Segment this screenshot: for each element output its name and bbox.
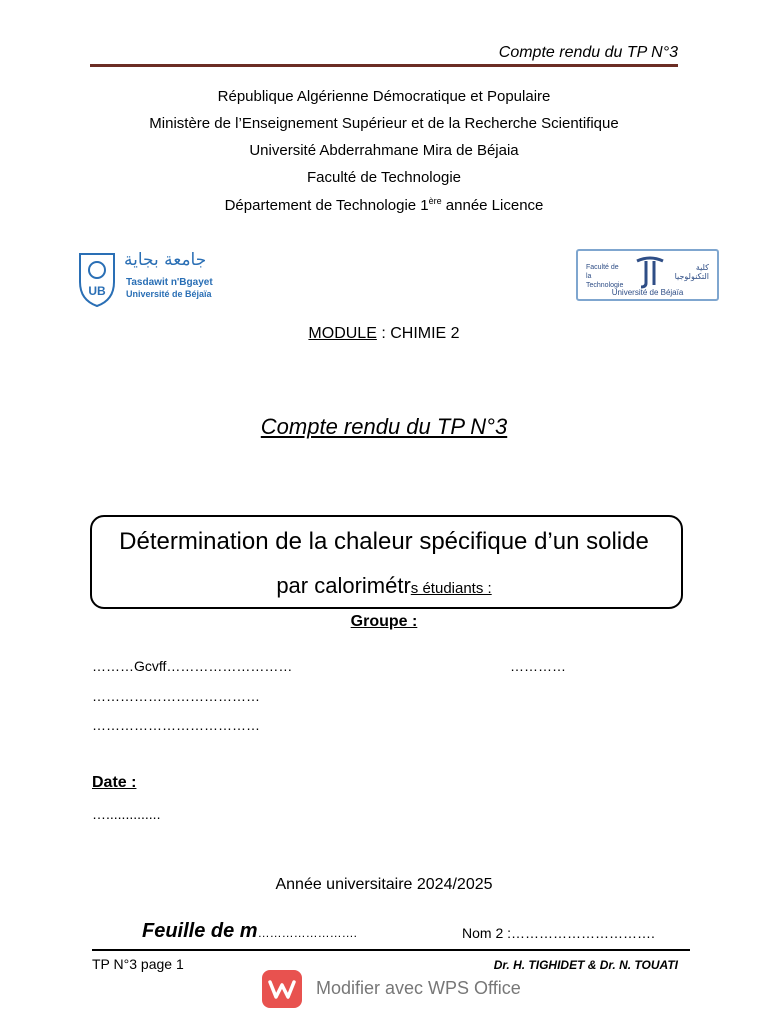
institution-line-4: Faculté de Technologie bbox=[307, 169, 461, 186]
institution-line-1: République Algérienne Démocratique et Populaire bbox=[217, 88, 551, 105]
module-line bbox=[0, 325, 768, 343]
wps-edit-label: Modifier avec WPS Office bbox=[316, 978, 521, 998]
institution-line-3: Université Abderrahmane Mira de Béjaia bbox=[249, 142, 519, 159]
subject-line-1: Détermination de la chaleur spécifique d’un solide bbox=[119, 528, 649, 555]
university-logo: UB جامعة بجاية Tasdawit n'Bgayet Université de Béjaïa bbox=[76, 248, 226, 308]
header-divider bbox=[90, 64, 678, 67]
student-1-field: ………Gcvff……………………… bbox=[92, 658, 293, 674]
feuille-line: Feuille de m……………………. bbox=[142, 920, 357, 942]
module-label: MODULE bbox=[308, 325, 377, 342]
institution-line-5: Département de Technologie 1ère année Licence bbox=[224, 196, 544, 214]
institution-line-2: Ministère de l’Enseignement Supérieur et de la Recherche Scientifique bbox=[149, 115, 619, 132]
student-3-field: ……………………………… bbox=[92, 688, 260, 704]
header-title: Compte rendu du TP N°3 bbox=[498, 44, 678, 61]
date-field: ….............. bbox=[92, 806, 161, 822]
svg-text:UB: UB bbox=[88, 284, 106, 298]
groupe-label: Groupe : bbox=[350, 613, 418, 630]
faculty-emblem-icon bbox=[634, 255, 666, 289]
student-4-field: ……………………………… bbox=[92, 717, 260, 733]
footer-divider bbox=[92, 949, 690, 951]
wps-logo-icon bbox=[262, 970, 302, 1008]
nom2-field: Nom 2 :…………………………. bbox=[462, 925, 655, 941]
footer-page: TP N°3 page 1 bbox=[92, 956, 184, 972]
academic-year: Année universitaire 2024/2025 bbox=[275, 876, 493, 893]
subject-line-2: par calorimétrs étudiants : bbox=[276, 573, 492, 598]
student-2-field: ………… bbox=[510, 658, 566, 674]
tp-title: Compte rendu du TP N°3 bbox=[260, 414, 508, 439]
footer-authors: Dr. H. TIGHIDET & Dr. N. TOUATI bbox=[493, 958, 678, 972]
date-label: Date : bbox=[92, 774, 137, 791]
faculty-logo: Faculté de la Technologie كلية التكنولوجيا Université de Béjaïa bbox=[576, 249, 719, 301]
module-value: : CHIMIE 2 bbox=[376, 325, 460, 342]
